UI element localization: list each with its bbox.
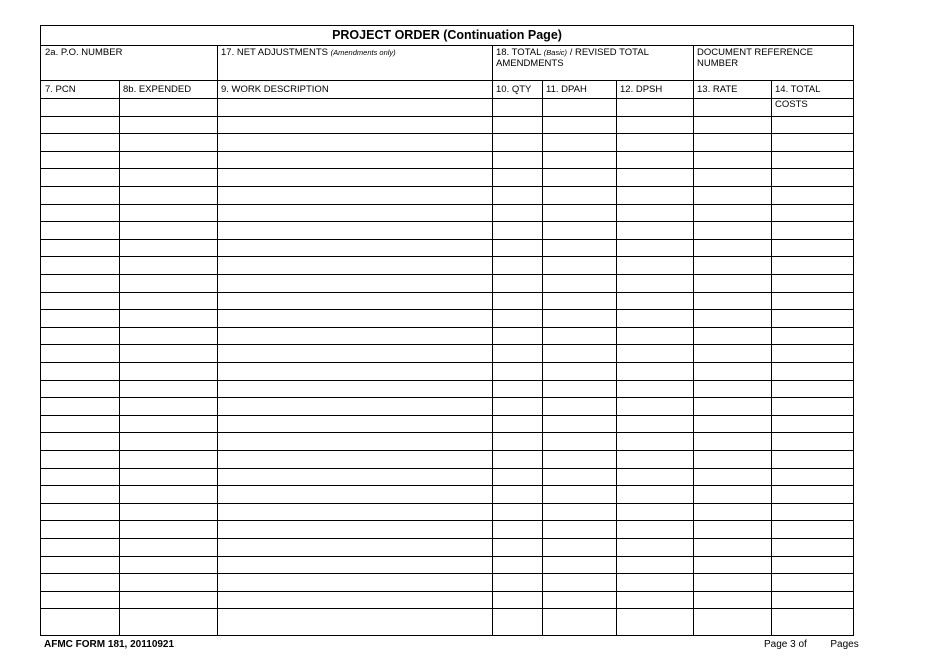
col-header-qty: 10. QTY [496, 84, 532, 95]
table-row [41, 168, 853, 169]
table-row [41, 362, 853, 363]
table-row [41, 503, 853, 504]
col-header-dpah: 11. DPAH [546, 84, 587, 95]
table-row [41, 98, 853, 99]
table-row [41, 133, 853, 134]
table-row [41, 432, 853, 433]
net-adjustments-field[interactable] [217, 45, 492, 81]
po-number-label: 2a. P.O. NUMBER [45, 47, 123, 58]
col-header-pcn: 7. PCN [45, 84, 76, 95]
table-row [41, 468, 853, 469]
table-row [41, 591, 853, 592]
table-row [41, 239, 853, 240]
table-row [41, 274, 853, 275]
col-header-expended: 8b. EXPENDED [123, 84, 192, 95]
total-label-suffix: / REVISED TOTAL AMENDMENTS [496, 47, 649, 69]
table-row [41, 538, 853, 539]
table-row [41, 573, 853, 574]
doc-ref-label: DOCUMENT REFERENCE NUMBER [697, 47, 813, 69]
divider [492, 45, 493, 81]
divider [542, 81, 543, 635]
total-label-prefix: 18. TOTAL [496, 47, 542, 58]
divider [217, 81, 218, 635]
net-adjustments-note: (Amendments only) [330, 48, 396, 57]
col-header-total-costs: 14. TOTAL COSTS [775, 84, 821, 110]
table-row [41, 380, 853, 381]
project-order-form [40, 25, 854, 636]
table-row [41, 344, 853, 345]
pages-label: Pages [830, 639, 859, 650]
table-row [41, 450, 853, 451]
table-row [41, 608, 853, 609]
divider [771, 81, 772, 635]
table-row [41, 327, 853, 328]
table-row [41, 292, 853, 293]
table-row [41, 309, 853, 310]
divider [693, 45, 694, 81]
divider [616, 81, 617, 635]
divider [119, 81, 120, 635]
table-row [41, 397, 853, 398]
table-row [41, 204, 853, 205]
table-row [41, 221, 853, 222]
divider [217, 45, 218, 81]
divider [693, 81, 694, 635]
form-title: PROJECT ORDER (Continuation Page) [41, 26, 853, 46]
total-field[interactable] [492, 45, 693, 81]
table-row [41, 151, 853, 152]
table-row [41, 256, 853, 257]
form-id: AFMC FORM 181, 20110921 [44, 639, 175, 650]
col-header-work-description: 9. WORK DESCRIPTION [221, 84, 329, 95]
table-row [41, 415, 853, 416]
doc-ref-field[interactable] [693, 45, 853, 81]
page-indicator [764, 639, 859, 650]
col-header-dpsh: 12. DPSH [620, 84, 663, 95]
po-number-field[interactable] [41, 45, 217, 81]
table-row [41, 485, 853, 486]
divider [492, 81, 493, 635]
net-adjustments-label: 17. NET ADJUSTMENTS [221, 47, 328, 58]
page-label: Page 3 of [764, 639, 807, 650]
total-label-note: (Basic) [543, 48, 568, 57]
table-row [41, 520, 853, 521]
table-row [41, 186, 853, 187]
table-row [41, 116, 853, 117]
table-row [41, 556, 853, 557]
col-header-rate: 13. RATE [697, 84, 738, 95]
